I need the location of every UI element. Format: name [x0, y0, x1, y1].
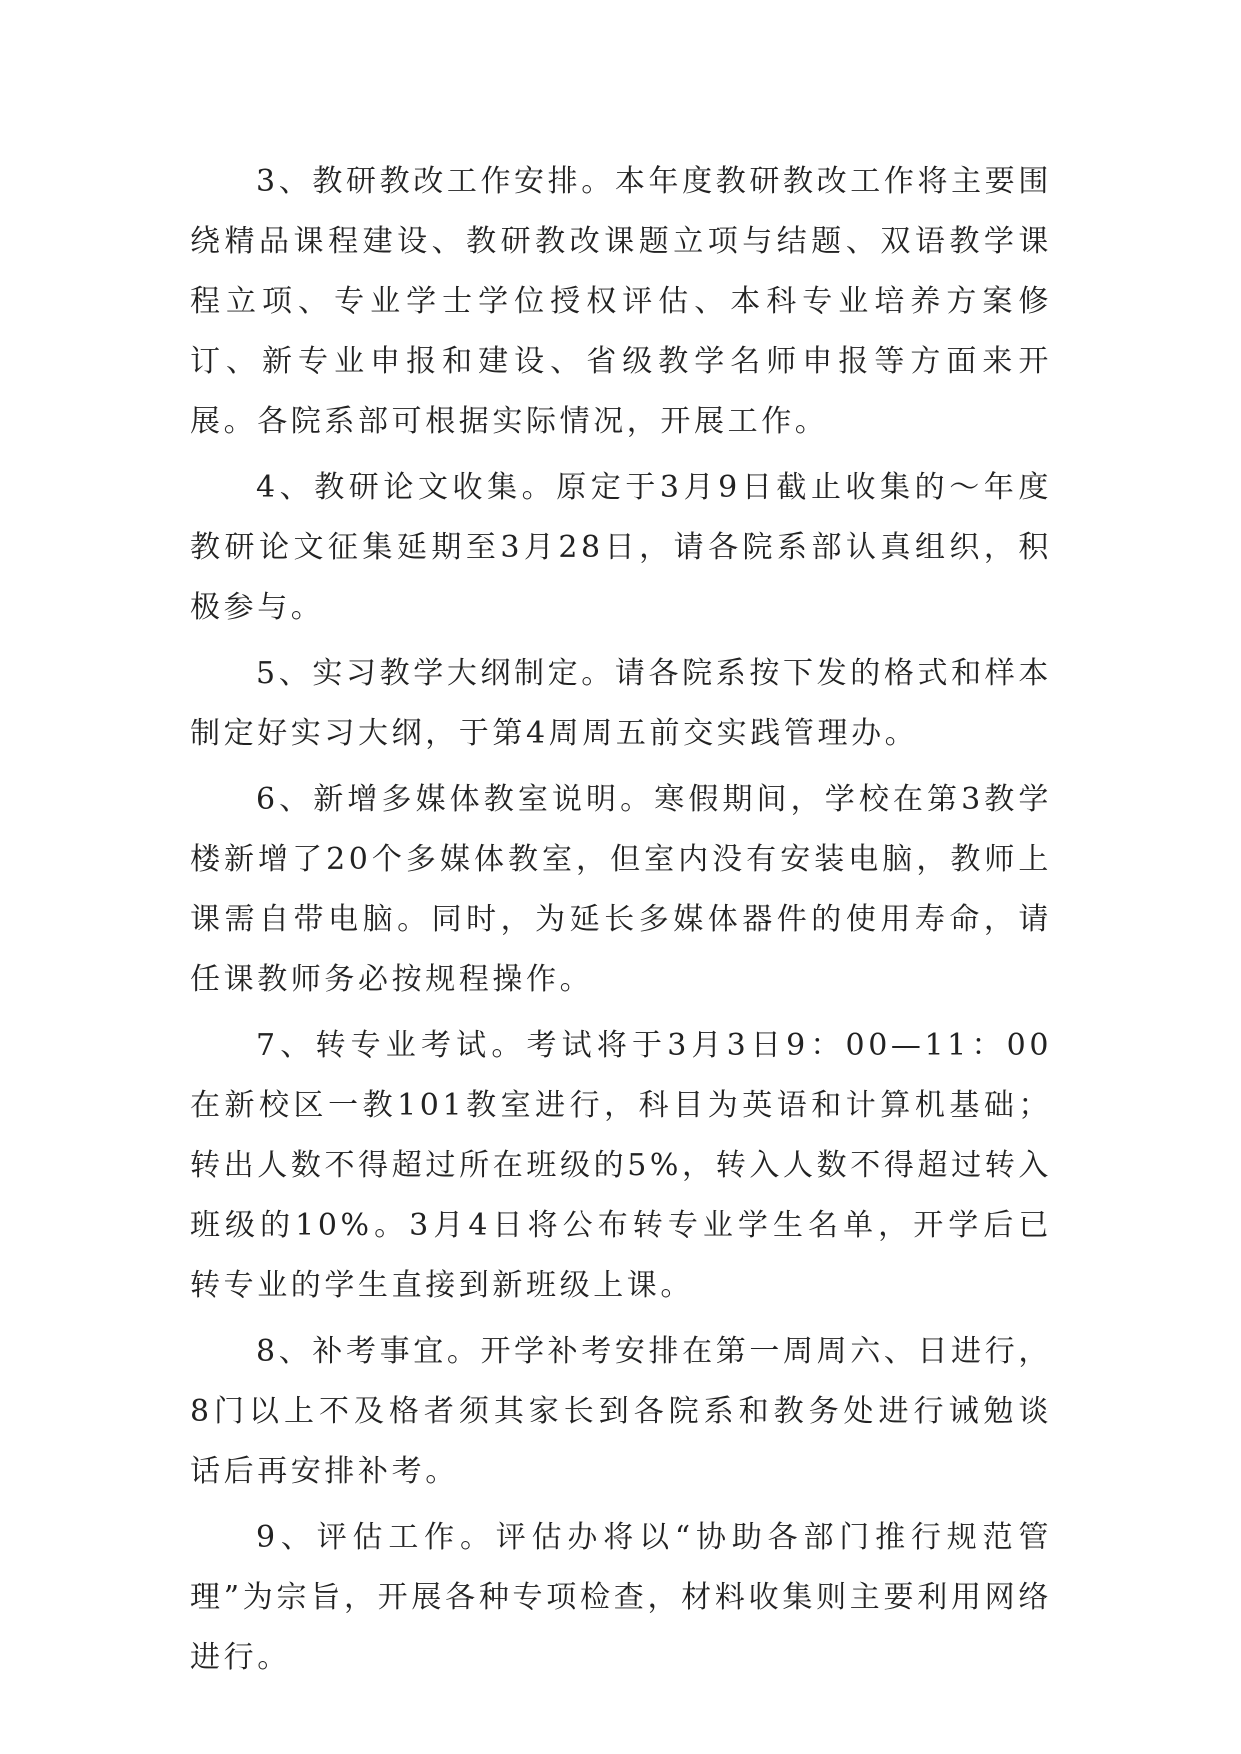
document-body	[190, 152, 1052, 1694]
paragraph-major-transfer-exam: 7、转专业考试。考试将于3月3日9：00—11：00在新校区一教101教室进行，科目为英语和计算机基础；转出人数不得超过所在班级的5%，转入人数不得超过转入班级的10%。3月4日将公布转专业学生名单，开学后已转专业的学生直接到新班级上课。	[190, 1028, 1052, 1303]
paragraph-teaching-research: 3、教研教改工作安排。本年度教研教改工作将主要围绕精品课程建设、教研教改课题立项与结题、双语教学课程立项、专业学士学位授权评估、本科专业培养方案修订、新专业申报和建设、省级教学名师申报等方面来开展。各院系部可根据实际情况，开展工作。	[190, 164, 1052, 439]
paragraph-makeup-exam: 8、补考事宜。开学补考安排在第一周周六、日进行，8门以上不及格者须其家长到各院系和教务处进行诫勉谈话后再安排补考。	[190, 1334, 1052, 1489]
paragraph-paper-collection: 4、教研论文收集。原定于3月9日截止收集的～年度教研论文征集延期至3月28日，请各院系部认真组织，积极参与。	[190, 470, 1052, 625]
paragraph-internship-syllabus: 5、实习教学大纲制定。请各院系按下发的格式和样本制定好实习大纲，于第4周周五前交实践管理办。	[190, 656, 1052, 751]
paragraph-multimedia-classrooms: 6、新增多媒体教室说明。寒假期间，学校在第3教学楼新增了20个多媒体教室，但室内没有安装电脑，教师上课需自带电脑。同时，为延长多媒体器件的使用寿命，请任课教师务必按规程操作。	[190, 782, 1052, 997]
paragraph-evaluation-work: 9、评估工作。评估办将以“协助各部门推行规范管理”为宗旨，开展各种专项检查，材料收集则主要利用网络进行。	[190, 1520, 1052, 1675]
